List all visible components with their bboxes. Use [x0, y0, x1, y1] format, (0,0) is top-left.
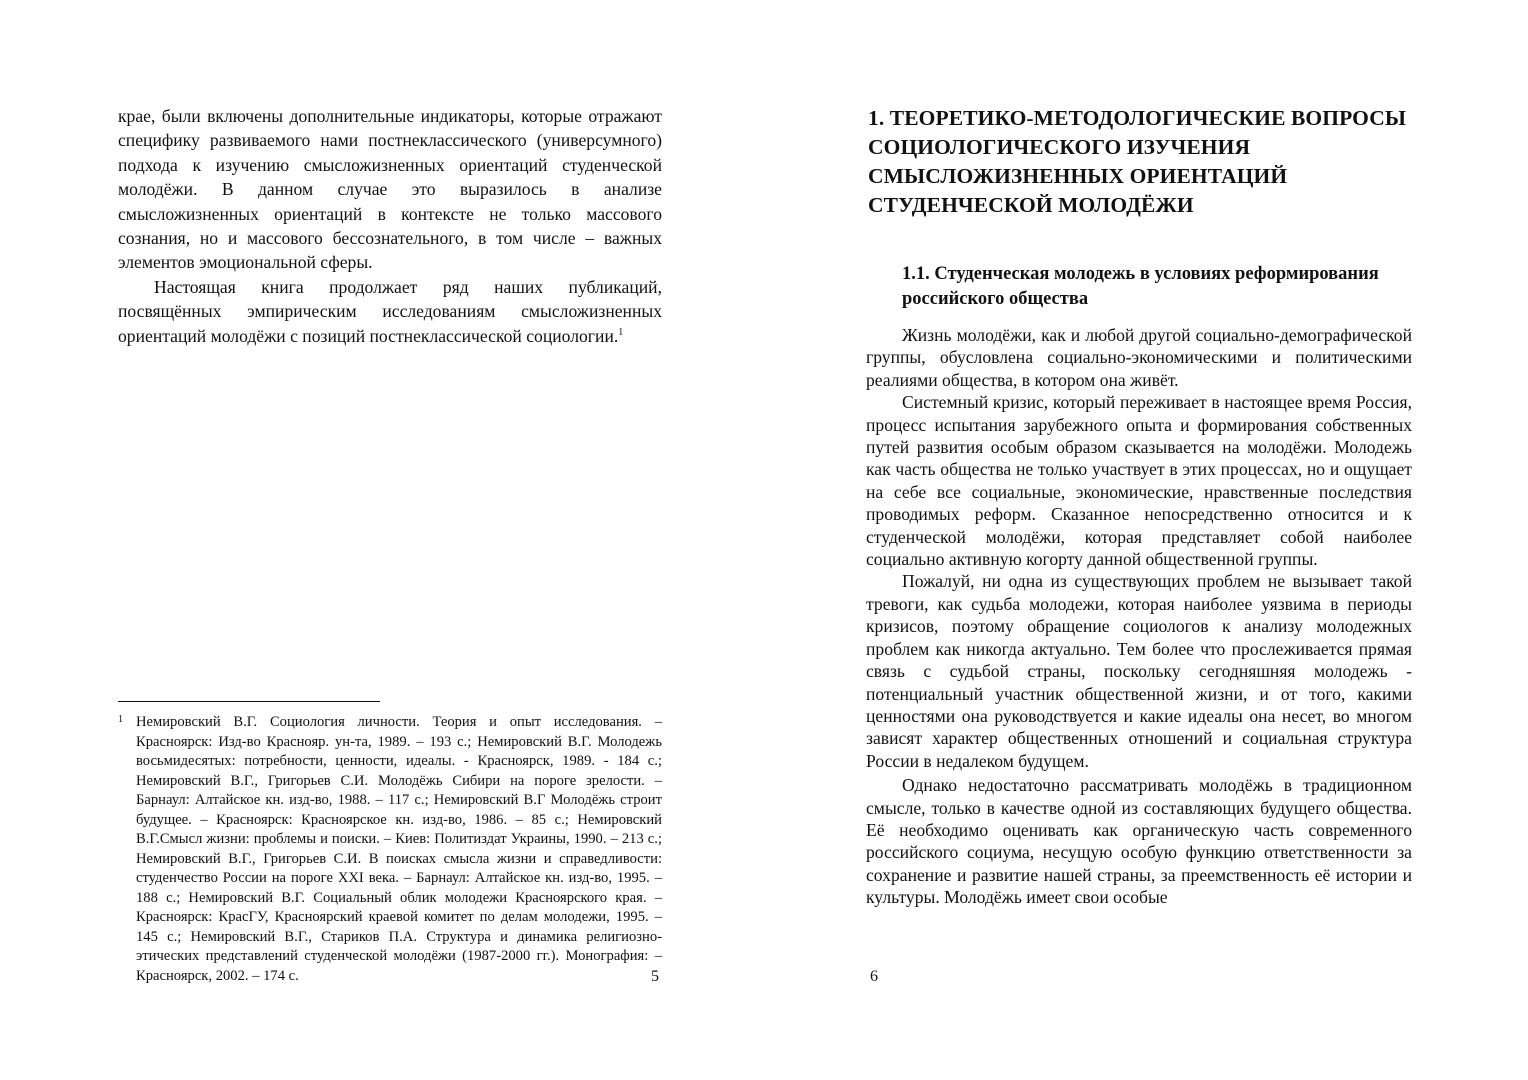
page-number: 5	[651, 968, 659, 985]
footnote-reference[interactable]: 1	[618, 326, 624, 338]
paragraph: Системный кризис, который переживает в настоящее время Россия, процесс испытания зарубежного опыта и формирования собственных путей развития особым образом сказывается на молодёжи. Молодежь как часть общества не только участвует в этих процессах, но и ощущает на себе все социальные, экономические, нравственные последствия проводимых реформ. Сказанное непосредственно относится и к студенческой молодёжи, которая представляет собой наиболее социально активную когорту данной общественной группы.	[866, 392, 1412, 570]
footnote-mark: 1	[118, 714, 123, 725]
paragraph: Жизнь молодёжи, как и любой другой социально-демографической группы, обусловлена социально-экономическими и политическими реалиями общества, в котором она живёт.	[866, 325, 1412, 390]
paragraph: Пожалуй, ни одна из существующих проблем не вызывает такой тревоги, как судьба молодежи, которая наиболее уязвима в периоды кризисов, поэтому обращение социологов к анализу молодежных проблем как никогда актуально. Тем более что прослеживается прямая связь с судьбой страны, поскольку сегодняшняя молодежь - потенциальный участник общественной жизни, и от того, какими ценностями она руководствуется и какие идеалы она несет, во многом зависят характер общественных отношений и социальная структура России в недалеком будущем.	[866, 571, 1412, 771]
paragraph: крае, были включены дополнительные индикаторы, которые отражают специфику развиваемого нами постнеклассического (универсумного) подхода к изучению смысложизненных ориентаций студенческой молодёжи. В данном случае это выразилось в анализе смысложизненных ориентаций в контексте не только массового сознания, но и массового бессознательного, в том числе – важных элементов эмоциональной сферы.	[118, 106, 662, 273]
left-body-text	[118, 104, 662, 348]
section-title: 1.1. Студенческая молодежь в условиях реформирования российского общества	[902, 264, 1379, 309]
footnote	[118, 713, 662, 986]
paragraph: Однако недостаточно рассматривать молодёжь в традиционном смысле, только в качестве одной из составляющих будущего общества. Её необходимо оценивать как органическую часть современного российского социума, несущую особую функцию ответственности за сохранение и развитие нашей страны, за преемственность её истории и культуры. Молодёжь имеет свои особые	[866, 775, 1412, 908]
footnote-separator	[118, 701, 380, 702]
paragraph	[118, 275, 662, 348]
right-body-text	[866, 324, 1412, 909]
right-page	[764, 0, 1528, 1080]
chapter-title: 1. ТЕОРЕТИКО-МЕТОДОЛОГИЧЕСКИЕ ВОПРОСЫ СОЦИОЛОГИЧЕСКОГО ИЗУЧЕНИЯ СМЫСЛОЖИЗНЕННЫХ ОРИЕНТАЦИЙ СТУДЕНЧЕСКОЙ МОЛОДЁЖИ	[868, 106, 1407, 217]
footnote-text: Немировский В.Г. Социология личности. Теория и опыт исследования. – Красноярск: Изд-во Краснояр. ун-та, 1989. – 193 с.; Немировский В.Г. Молодежь восьмидесятых: потребности, ценности, идеалы. - Красноярск, 1989. - 184 с.; Немировский В.Г., Григорьев С.И. Молодёжь Сибири на пороге зрелости. – Барнаул: Алтайское кн. изд-во, 1988. – 117 с.; Немировский В.Г Молодёжь строит будущее. – Красноярск: Красноярское кн. изд-во, 1986. – 85 с.; Немировский В.Г.Смысл жизни: проблемы и поиски. – Киев: Политиздат Украины, 1990. – 213 с.; Немировский В.Г., Григорьев С.И. В поисках смысла жизни и справедливости: студенчество России на пороге XXI века. – Барнаул: Алтайское кн. изд-во, 1995. – 188 с.; Немировский В.Г. Социальный облик молодежи Красноярского края. – Красноярск: КрасГУ, Красноярский краевой комитет по делам молодежи, 1995. – 145 с.; Немировский В.Г., Стариков П.А. Структура и динамика религиозно-этических представлений студенческой молодёжи (1987-2000 гг.). Монография: – Красноярск, 2002. – 174 с.	[136, 714, 662, 984]
paragraph-text: Настоящая книга продолжает ряд наших публикаций, посвящённых эмпирическим исследованиям смысложизненных ориентаций молодёжи с позиций постнеклассической социологии.	[118, 276, 662, 346]
page-number: 6	[870, 968, 878, 985]
